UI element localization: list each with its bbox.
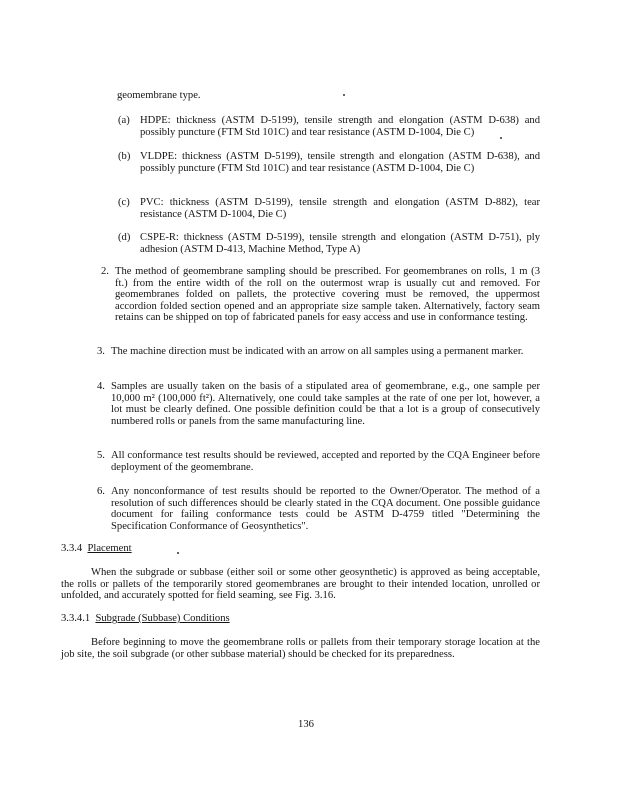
- numbered-label-5: 5.: [97, 450, 105, 461]
- numbered-label-2: 2.: [101, 266, 109, 277]
- scan-speck: [343, 94, 345, 96]
- numbered-label-3: 3.: [97, 346, 105, 357]
- numbered-item-5: All conformance test results should be reviewed, accepted and reported by the CQA Engineer before deployment of the geomembrane.: [111, 450, 540, 473]
- sublist-item-b: VLDPE: thickness (ASTM D-5199), tensile strength and elongation (ASTM D-638), and possibly puncture (FTM Std 101C) and tear resistance (ASTM D-1004, Die C): [140, 151, 540, 174]
- scan-speck: [177, 552, 179, 554]
- sublist-item-d: CSPE-R: thickness (ASTM D-5199), tensile strength and elongation (ASTM D-751), ply adhesion (ASTM D-413, Machine Method, Type A): [140, 232, 540, 255]
- numbered-label-4: 4.: [97, 381, 105, 392]
- section-heading-3341: [61, 613, 230, 625]
- scan-speck: [500, 137, 502, 139]
- numbered-item-3: The machine direction must be indicated with an arrow on all samples using a permanent marker.: [111, 346, 524, 357]
- sublist-label-a: (a): [118, 115, 130, 126]
- sublist-label-d: (d): [118, 232, 131, 243]
- sublist-item-c: PVC: thickness (ASTM D-5199), tensile strength and elongation (ASTM D-882), tear resistance (ASTM D-1004, Die C): [140, 197, 540, 220]
- sublist-label-c: (c): [118, 197, 130, 208]
- intro-text: geomembrane type.: [117, 90, 201, 101]
- sublist-label-b: (b): [118, 151, 131, 162]
- subsection-title: Subgrade (Subbase) Conditions: [95, 613, 230, 624]
- numbered-item-2: The method of geomembrane sampling should be prescribed. For geomembranes on rolls, 1 m (3 ft.) from the entire width of the roll on the outermost wrap is usually cut and removed. For geomembranes folded on pallets, the protective covering must be removed, the uppermost accordion folded section opened and an appropriate size sample taken. Alternatively, factory seam retains can be shipped on top of fabricated panels for easy access and use in conformance testing.: [115, 266, 540, 323]
- numbered-item-4: Samples are usually taken on the basis of a stipulated area of geomembrane, e.g., one sample per 10,000 m² (100,000 ft²). Alternatively, one could take samples at the rate of one per lot, however, a lot must be clearly defined. One possible definition could be that a lot is a group of consecutively numbered rolls or panels from the same manufacturing line.: [111, 381, 540, 427]
- section-number: 3.3.4: [61, 543, 83, 554]
- section-heading-334: [61, 543, 132, 555]
- page-number: 136: [298, 719, 314, 730]
- numbered-item-6: Any nonconformance of test results should be reported to the Owner/Operator. The method of a resolution of such differences should be clearly stated in the CQA document. One possible guidance document for failing conformance tests could be ASTM D-4759 titled "Determining the Specification Conformance of Geosynthetics".: [111, 486, 540, 532]
- section-title: Placement: [87, 543, 132, 554]
- paragraph-placement: When the subgrade or subbase (either soil or some other geosynthetic) is approved as being acceptable, the rolls or pallets of the temporarily stored geomembranes are brought to their intended location, unrolled or unfolded, and accurately spotted for field seaming, see Fig. 3.16.: [61, 567, 540, 601]
- paragraph-subgrade: Before beginning to move the geomembrane rolls or pallets from their temporary storage location at the job site, the soil subgrade (or other subbase material) should be checked for its preparedness.: [61, 637, 540, 660]
- sublist-item-a: HDPE: thickness (ASTM D-5199), tensile strength and elongation (ASTM D-638) and possibly puncture (FTM Std 101C) and tear resistance (ASTM D-1004, Die C): [140, 115, 540, 138]
- subsection-number: 3.3.4.1: [61, 613, 91, 624]
- numbered-label-6: 6.: [97, 486, 105, 497]
